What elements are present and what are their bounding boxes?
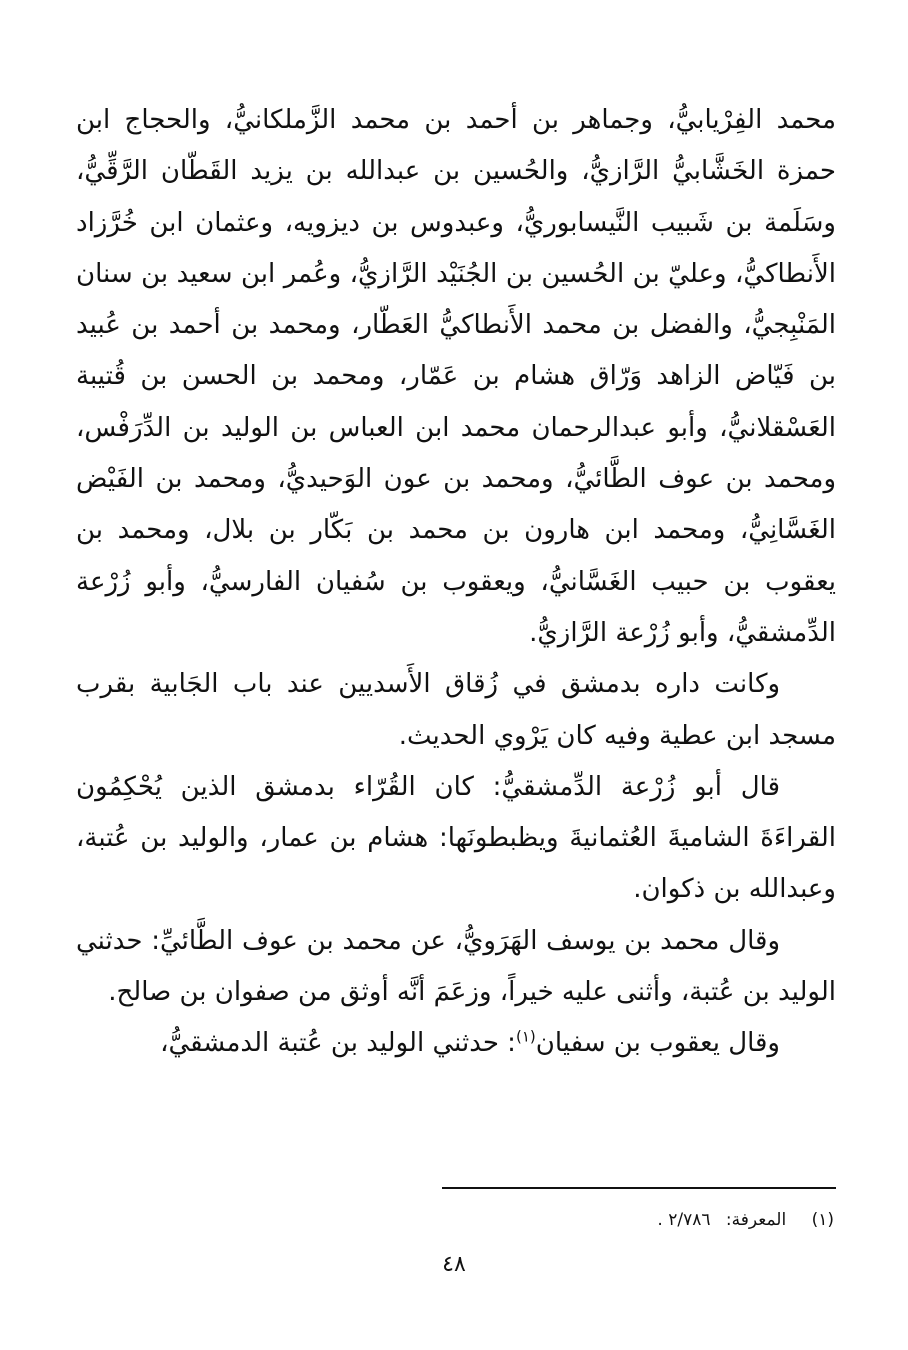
footnote-source: المعرفة: [725,1210,787,1230]
footnote-number: (١) [811,1210,834,1230]
footnote [442,1206,834,1234]
paragraph-yaqub-text-end: : حدثني الوليد بن عُتبة الدمشقيُّ، [160,1028,516,1059]
paragraph-yaqub-quote [76,1018,836,1069]
footnote-separator [442,1187,836,1189]
footnote-reference-mark[interactable]: (١) [515,1027,536,1046]
paragraph-narrators-list: محمد الفِرْيابيُّ، وجماهر بن أحمد بن محمد الزَّملكانيُّ، والحجاج ابن حمزة الخَشَّابيُّ الرَّازيُّ، والحُسين بن عبدالله بن يزيد القَطّان الرَّقِّيُّ، وسَلَمة بن شَبيب النَّيسابوريُّ، وعبدوس بن ديزويه، وعثمان ابن خُرَّزاد الأَنطاكيُّ، وعليّ بن الحُسين بن الجُنَيْد الرَّازيُّ، وعُمر ابن سعيد بن سنان المَنْبِجيُّ، والفضل بن محمد الأَنطاكيُّ العَطّار، ومحمد بن أحمد بن عُبيد بن فَيّاض الزاهد وَرّاق هشام بن عَمّار، ومحمد بن الحسن بن قُتيبة العَسْقلانيُّ، وأبو عبدالرحمان محمد ابن العباس بن الوليد بن الدِّرَفْس، ومحمد بن عوف الطَّائيُّ، ومحمد بن عون الوَحيديُّ، ومحمد بن الفَيْض الغَسَّانِيُّ، ومحمد ابن هارون بن محمد بن بَكّار بن بلال، ومحمد بن يعقوب بن حبيب الغَسَّانيُّ، ويعقوب بن سُفيان الفارسيُّ، وأبو زُرْعة الدِّمشقيُّ، وأبو زُرْعة الرَّازيُّ. [76,105,836,648]
paragraph-yaqub-text-start: وقال يعقوب بن سفيان [535,1028,780,1059]
page-number: ٤٨ [442,1252,466,1277]
paragraph-residence: وكانت داره بدمشق في زُقاق الأَسديين عند باب الجَابية بقرب مسجد ابن عطية وفيه كان يَرْوي الحديث. [76,669,836,751]
footnote-reference: ٢/٧٨٦ . [657,1210,711,1230]
paragraph-harawi-quote: وقال محمد بن يوسف الهَرَويُّ، عن محمد بن عوف الطَّائيِّ: حدثني الوليد بن عُتبة، وأثنى عليه خيراً، وزعَمَ أنَّه أوثق من صفوان بن صالح. [76,925,836,1008]
paragraph-abu-zura-quote: قال أبو زُرْعة الدِّمشقيُّ: كان القُرّاء بدمشق الذين يُحْكِمُون القراءَةَ الشاميةَ العُثمانيةَ ويظبطونَها: هشام بن عمار، والوليد بن عُتبة، وعبدالله بن ذكوان. [76,771,836,905]
main-text [76,95,836,1070]
